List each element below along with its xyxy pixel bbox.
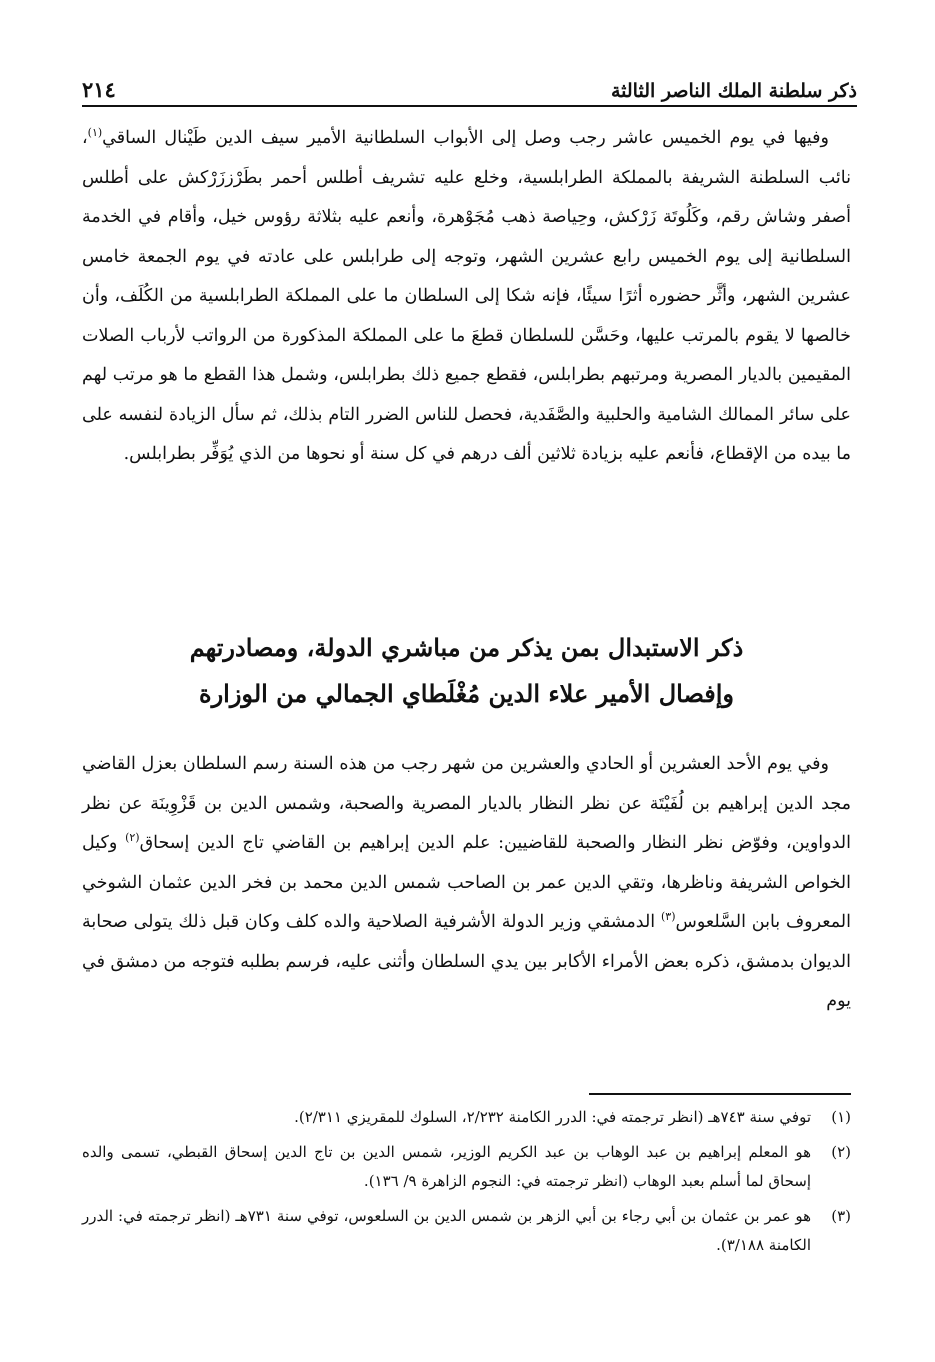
- footnote-text: هو المعلم إبراهيم بن عبد الوهاب بن عبد الكريم الوزير، شمس الدين بن تاج الدين إسحاق القبطي، تسمى والده إسحاق لما أسلم بعبد الوهاب (انظر ترجمته في: النجوم الزاهرة ٩/ ١٣٦).: [82, 1143, 811, 1190]
- section-heading-line-2: وإفصال الأمير علاء الدين مُغْلَطاي الجمالي من الوزارة: [199, 679, 734, 708]
- paragraph-1: [82, 119, 851, 475]
- footnote-number: (٣): [831, 1207, 851, 1225]
- footnote-1: [82, 1103, 851, 1138]
- footnote-number: (٢): [831, 1143, 851, 1161]
- paragraph-2-text-b: وكيل الخواص الشريفة وناظرها، وتقي الدين عمر بن الصاحب شمس الدين محمد بن فخر الدين عثمان الشوخي المعروف بابن السَّلعوس: [82, 833, 852, 932]
- page-header: [82, 64, 857, 102]
- footnote-number: (١): [831, 1108, 851, 1126]
- paragraph-2-text-a: وفي يوم الأحد العشرين أو الحادي والعشرين من شهر رجب من هذه السنة رسم السلطان بعزل القاضي مجد الدين إبراهيم بن لُفَيْتَة عن نظر النظار بالديار المصرية والصحبة، وشمس الدين بن قَزْوِينَة عن نظر الدواوين، وفوّض نظر النظار والصحبة للقاضيين: علم الدين إبراهيم بن القاضي تاج الدين إسحاق: [82, 754, 852, 853]
- footnote-reference-2[interactable]: (٢): [125, 831, 140, 845]
- section-heading: [82, 625, 851, 717]
- footnote-divider: [589, 1093, 851, 1095]
- footnotes: [82, 1103, 851, 1260]
- footnote-2: [82, 1138, 851, 1202]
- paragraph-2-text-c: الدمشقي وزير الدولة الأشرفية الصلاحية والده كلف وكان قبل ذلك يتولى صحابة الديوان بدمشق، ذكره بعض الأمراء الأكابر بين يدي السلطان وأثنى عليه، فرسم بطلبه فتوجه من دمشق في يوم: [82, 912, 851, 1011]
- running-title: ذكر سلطنة الملك الناصر الثالثة: [610, 80, 857, 102]
- page-number: ٢١٤: [82, 77, 116, 102]
- paragraph-1-text-a: وفيها في يوم الخميس عاشر رجب وصل إلى الأبواب السلطانية الأمير سيف الدين طَيْنال الساقي: [102, 128, 829, 148]
- footnote-3: [82, 1202, 851, 1260]
- header-divider: [82, 105, 857, 107]
- footnote-reference-1[interactable]: (١): [87, 126, 103, 140]
- section-heading-line-1: ذكر الاستبدال بمن يذكر من مباشري الدولة، ومصادرتهم: [189, 633, 744, 662]
- paragraph-2: [82, 745, 851, 1022]
- paragraph-1-text-b: ، نائب السلطنة الشريفة بالمملكة الطرابلسية، وخلع عليه تشريف أطلس أحمر بطَرْززَرْكش على أطلس أصفر وشاش رقم، وكَلُوتَة زَرْكش، وحِياصة ذهب مُجَوْهرة، وأنعم عليه بثلاثة رؤوس خيل، وأقام في الخدمة السلطانية إلى يوم الخميس رابع عشرين الشهر، وتوجه إلى طرابلس على عادته في يوم الجمعة خامس عشرين الشهر، وأثَّر حضوره أثرًا سيئًا، فإنه شكا إلى السلطان ما على المملكة الطرابلسية من الكُلَف، وأن خالصها لا يقوم بالمرتب عليها، وحَسَّن للسلطان قطعَ ما على المملكة المذكورة من الرواتب لأرباب الصلات المقيمين بالديار المصرية ومرتبهم بطرابلس، فقطع جميع ذلك بطرابلس، وشمل هذا القطع ما هو مرتب لهم على سائر الممالك الشامية والحلبية والصَّفَدية، فحصل للناس الضرر التام بذلك، ثم سأل الزيادة لنفسه على ما بيده من الإقطاع، فأنعم عليه بزيادة ثلاثين ألف درهم في كل سنة أو نحوها من الذي يُوَفِّر بطرابلس.: [82, 128, 851, 464]
- footnote-text: توفي سنة ٧٤٣هـ (انظر ترجمته في: الدرر الكامنة ٢/٢٣٢، السلوك للمقريزي ٢/٣١١).: [294, 1108, 811, 1126]
- footnote-text: هو عمر بن عثمان بن أبي رجاء بن أبي الزهر بن شمس الدين بن السلعوس، توفي سنة ٧٣١هـ (انظر ترجمته في: الدرر الكامنة ٣/١٨٨).: [82, 1207, 811, 1254]
- footnote-reference-3[interactable]: (٣): [661, 910, 676, 924]
